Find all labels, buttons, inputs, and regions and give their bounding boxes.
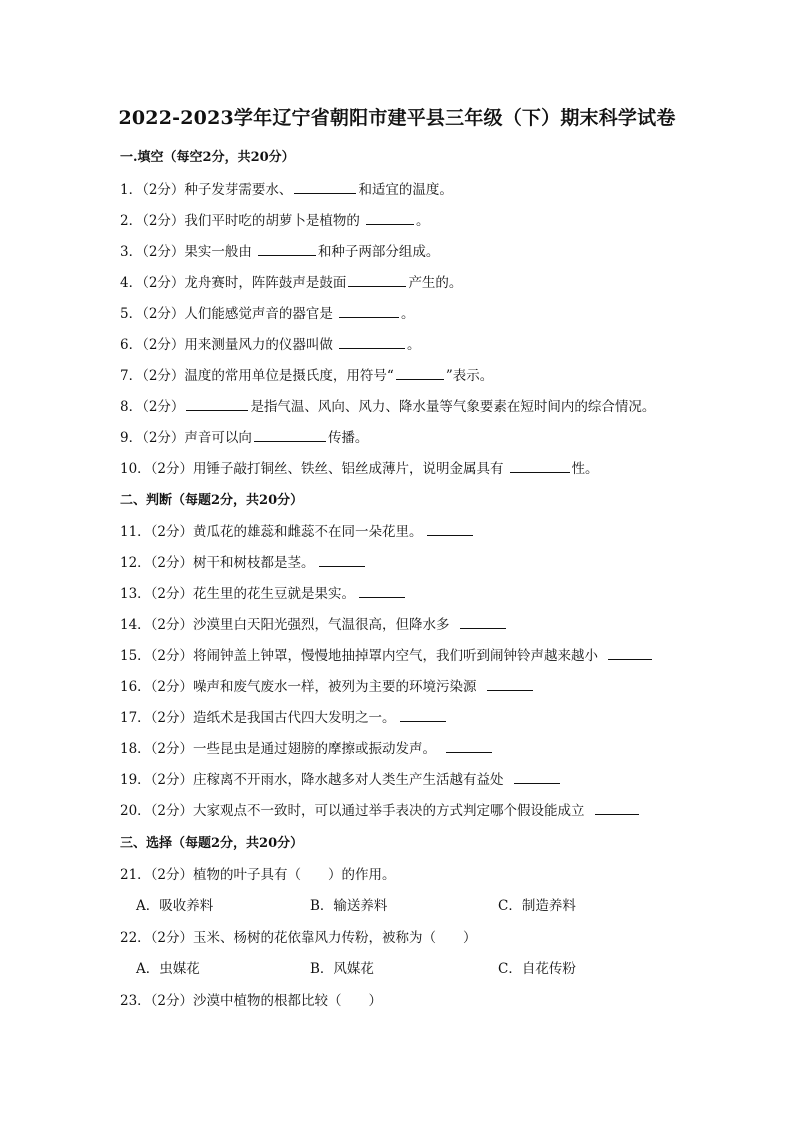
- answer-blank[interactable]: [400, 708, 446, 722]
- answer-blank[interactable]: [396, 366, 444, 380]
- answer-blank[interactable]: [359, 584, 405, 598]
- question-text: 。: [400, 306, 415, 322]
- question-text: 17．（2分）造纸术是我国古代四大发明之一。: [120, 710, 396, 726]
- question-text: 产生的。: [408, 275, 463, 291]
- answer-blank[interactable]: [258, 242, 316, 256]
- question-text: 11．（2分）黄瓜花的雄蕊和雌蕊不在同一朵花里。: [120, 524, 423, 540]
- answer-blank[interactable]: [348, 273, 406, 287]
- question-12: [120, 551, 367, 571]
- question-text: 。: [406, 337, 421, 353]
- question-text: 。: [415, 213, 430, 229]
- option-a[interactable]: A．虫媒花: [136, 961, 200, 977]
- option-a[interactable]: A．吸收养料: [136, 898, 214, 914]
- question-text: 1．（2分）种子发芽需要水、: [120, 182, 293, 198]
- question-text: 2．（2分）我们平时吃的胡萝卜是植物的: [120, 213, 360, 229]
- question-text: 8．（2分）: [120, 399, 185, 415]
- question-text: 18．（2分）一些昆虫是通过翅膀的摩擦或振动发声。: [120, 741, 437, 757]
- page-title: 2022-2023学年辽宁省朝阳市建平县三年级（下）期末科学试卷: [118, 107, 676, 129]
- answer-blank[interactable]: [608, 646, 652, 660]
- question-6: [120, 333, 420, 353]
- section-heading-fill-blank: 一.填空（每空2分，共20分）: [120, 150, 295, 165]
- section-heading-true-false: 二、判断（每题2分，共20分）: [120, 493, 304, 508]
- answer-blank[interactable]: [446, 739, 492, 753]
- option-b[interactable]: B．输送养料: [310, 898, 388, 914]
- question-10: [120, 457, 599, 477]
- question-3: [120, 240, 439, 260]
- question-text: 13．（2分）花生里的花生豆就是果实。: [120, 586, 356, 602]
- question-text: 5．（2分）人们能感觉声音的器官是: [120, 306, 333, 322]
- question-text: 9．（2分）声音可以向: [120, 430, 252, 446]
- question-23: 23．（2分）沙漠中植物的根都比较（ ）: [120, 993, 383, 1009]
- question-text: 15．（2分）将闹钟盖上钟罩，慢慢地抽掉罩内空气，我们听到闹钟铃声越来越小: [120, 648, 599, 664]
- answer-blank[interactable]: [514, 770, 560, 784]
- question-4: [120, 271, 462, 291]
- answer-blank[interactable]: [595, 801, 639, 815]
- answer-blank[interactable]: [186, 397, 248, 411]
- question-8: [120, 395, 655, 415]
- question-text: 是指气温、风向、风力、降水量等气象要素在短时间内的综合情况。: [250, 399, 656, 415]
- question-text: 16．（2分）噪声和废气废水一样，被列为主要的环境污染源: [120, 679, 477, 695]
- answer-blank[interactable]: [427, 522, 473, 536]
- question-9: [120, 426, 368, 446]
- question-text: 4．（2分）龙舟赛时，阵阵鼓声是鼓面: [120, 275, 347, 291]
- question-20: [120, 799, 641, 819]
- answer-blank[interactable]: [254, 428, 326, 442]
- question-2: [120, 209, 429, 229]
- question-text: 20．（2分）大家观点不一致时，可以通过举手表决的方式判定哪个假设能成立: [120, 803, 585, 819]
- answer-blank[interactable]: [487, 677, 533, 691]
- option-c[interactable]: C．自花传粉: [498, 961, 576, 977]
- answer-blank[interactable]: [339, 304, 399, 318]
- option-b[interactable]: B．风媒花: [310, 961, 374, 977]
- question-14: [120, 613, 508, 633]
- question-text: 10．（2分）用锤子敲打铜丝、铁丝、铝丝成薄片，说明金属具有: [120, 461, 504, 477]
- option-c[interactable]: C．制造养料: [498, 898, 576, 914]
- answer-blank[interactable]: [294, 180, 356, 194]
- question-text: 19．（2分）庄稼离不开雨水，降水越多对人类生产生活越有益处: [120, 772, 504, 788]
- question-5: [120, 302, 414, 322]
- question-text: 和适宜的温度。: [358, 182, 453, 198]
- question-21: 21．（2分）植物的叶子具有（ ）的作用。: [120, 867, 396, 883]
- question-17: [120, 706, 448, 726]
- answer-blank[interactable]: [366, 211, 414, 225]
- question-text: 3．（2分）果实一般由: [120, 244, 252, 260]
- question-text: 性。: [571, 461, 599, 477]
- answer-blank[interactable]: [510, 459, 570, 473]
- question-text: 传播。: [327, 430, 369, 446]
- question-7: [120, 364, 493, 384]
- question-1: [120, 178, 453, 198]
- question-19: [120, 768, 562, 788]
- question-22: 22．（2分）玉米、杨树的花依靠风力传粉，被称为（ ）: [120, 930, 477, 946]
- answer-blank[interactable]: [460, 615, 506, 629]
- answer-blank[interactable]: [339, 335, 405, 349]
- answer-blank[interactable]: [319, 553, 365, 567]
- question-16: [120, 675, 535, 695]
- question-15: [120, 644, 654, 664]
- question-18: [120, 737, 494, 757]
- question-text: 和种子两部分组成。: [317, 244, 440, 260]
- question-13: [120, 582, 407, 602]
- question-text: ”表示。: [445, 368, 494, 384]
- section-heading-multiple-choice: 三、选择（每题2分，共20分）: [120, 836, 304, 851]
- question-text: 14．（2分）沙漠里白天阳光强烈，气温很高，但降水多: [120, 617, 450, 633]
- question-text: 6．（2分）用来测量风力的仪器叫做: [120, 337, 333, 353]
- question-text: 12．（2分）树干和树枝都是茎。: [120, 555, 315, 571]
- question-text: 7．（2分）温度的常用单位是摄氏度，用符号“: [120, 368, 394, 384]
- question-11: [120, 520, 475, 540]
